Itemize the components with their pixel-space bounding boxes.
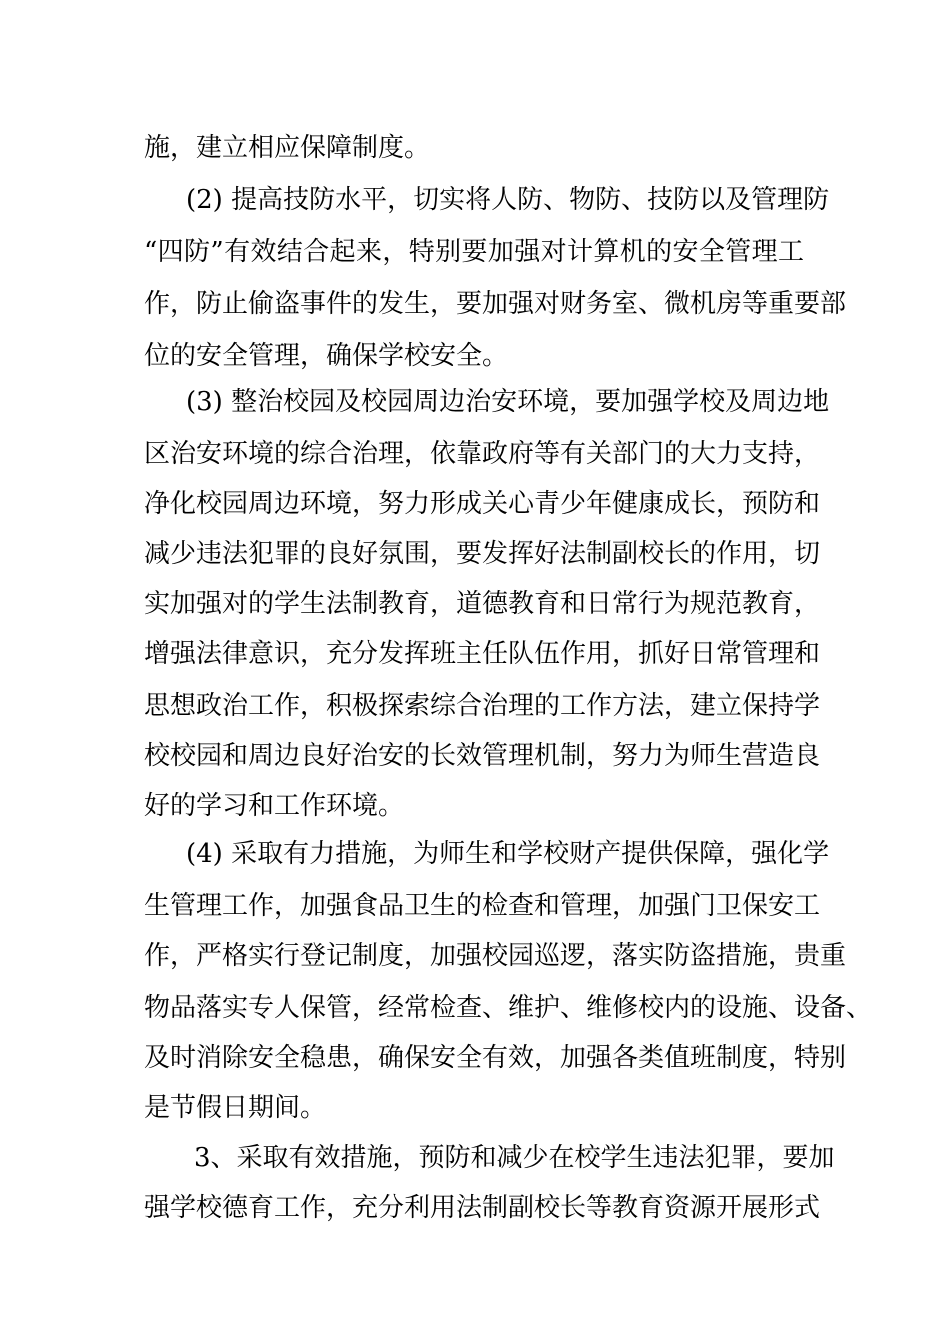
text-line: 思想政治工作，积极探索综合治理的工作方法，建立保持学 (144, 691, 821, 721)
text-line: 净化校园周边环境，努力形成关心青少年健康成长，预防和 (144, 489, 821, 519)
text-line: (4) 采取有力措施，为师生和学校财产提供保障，强化学 (186, 839, 830, 869)
text-line: (3) 整治校园及校园周边治安环境，要加强学校及周边地 (186, 387, 830, 417)
text-line: 校校园和周边良好治安的长效管理机制，努力为师生营造良 (144, 741, 821, 771)
text-line: 3、采取有效措施，预防和减少在校学生违法犯罪，要加 (194, 1143, 835, 1173)
text-line: 生管理工作，加强食品卫生的检查和管理，加强门卫保安工 (144, 891, 821, 921)
text-line: 是节假日期间。 (144, 1093, 327, 1123)
text-line: 实加强对的学生法制教育，道德教育和日常行为规范教育， (144, 589, 821, 619)
text-line: 施，建立相应保障制度。 (144, 133, 431, 163)
text-line: 物品落实专人保管，经常检查、维护、维修校内的设施、设备、 (144, 993, 873, 1023)
text-line: 减少违法犯罪的良好氛围，要发挥好法制副校长的作用，切 (144, 539, 821, 569)
text-line: 作，严格实行登记制度，加强校园巡逻，落实防盗措施，贵重 (144, 941, 847, 971)
text-line: 强学校德育工作，充分利用法制副校长等教育资源开展形式 (144, 1193, 821, 1223)
text-line: 区治安环境的综合治理，依靠政府等有关部门的大力支持， (144, 439, 821, 469)
text-line: 好的学习和工作环境。 (144, 791, 405, 821)
text-line: (2) 提高技防水平，切实将人防、物防、技防以及管理防 (186, 185, 830, 215)
text-line: 位的安全管理，确保学校安全。 (144, 341, 509, 371)
text-line: 及时消除安全稳患，确保安全有效，加强各类值班制度，特别 (144, 1043, 847, 1073)
text-line: 增强法律意识，充分发挥班主任队伍作用，抓好日常管理和 (144, 639, 821, 669)
text-line: 作，防止偷盗事件的发生，要加强对财务室、微机房等重要部 (144, 289, 847, 319)
text-line: “四防”有效结合起来，特别要加强对计算机的安全管理工 (144, 237, 804, 267)
